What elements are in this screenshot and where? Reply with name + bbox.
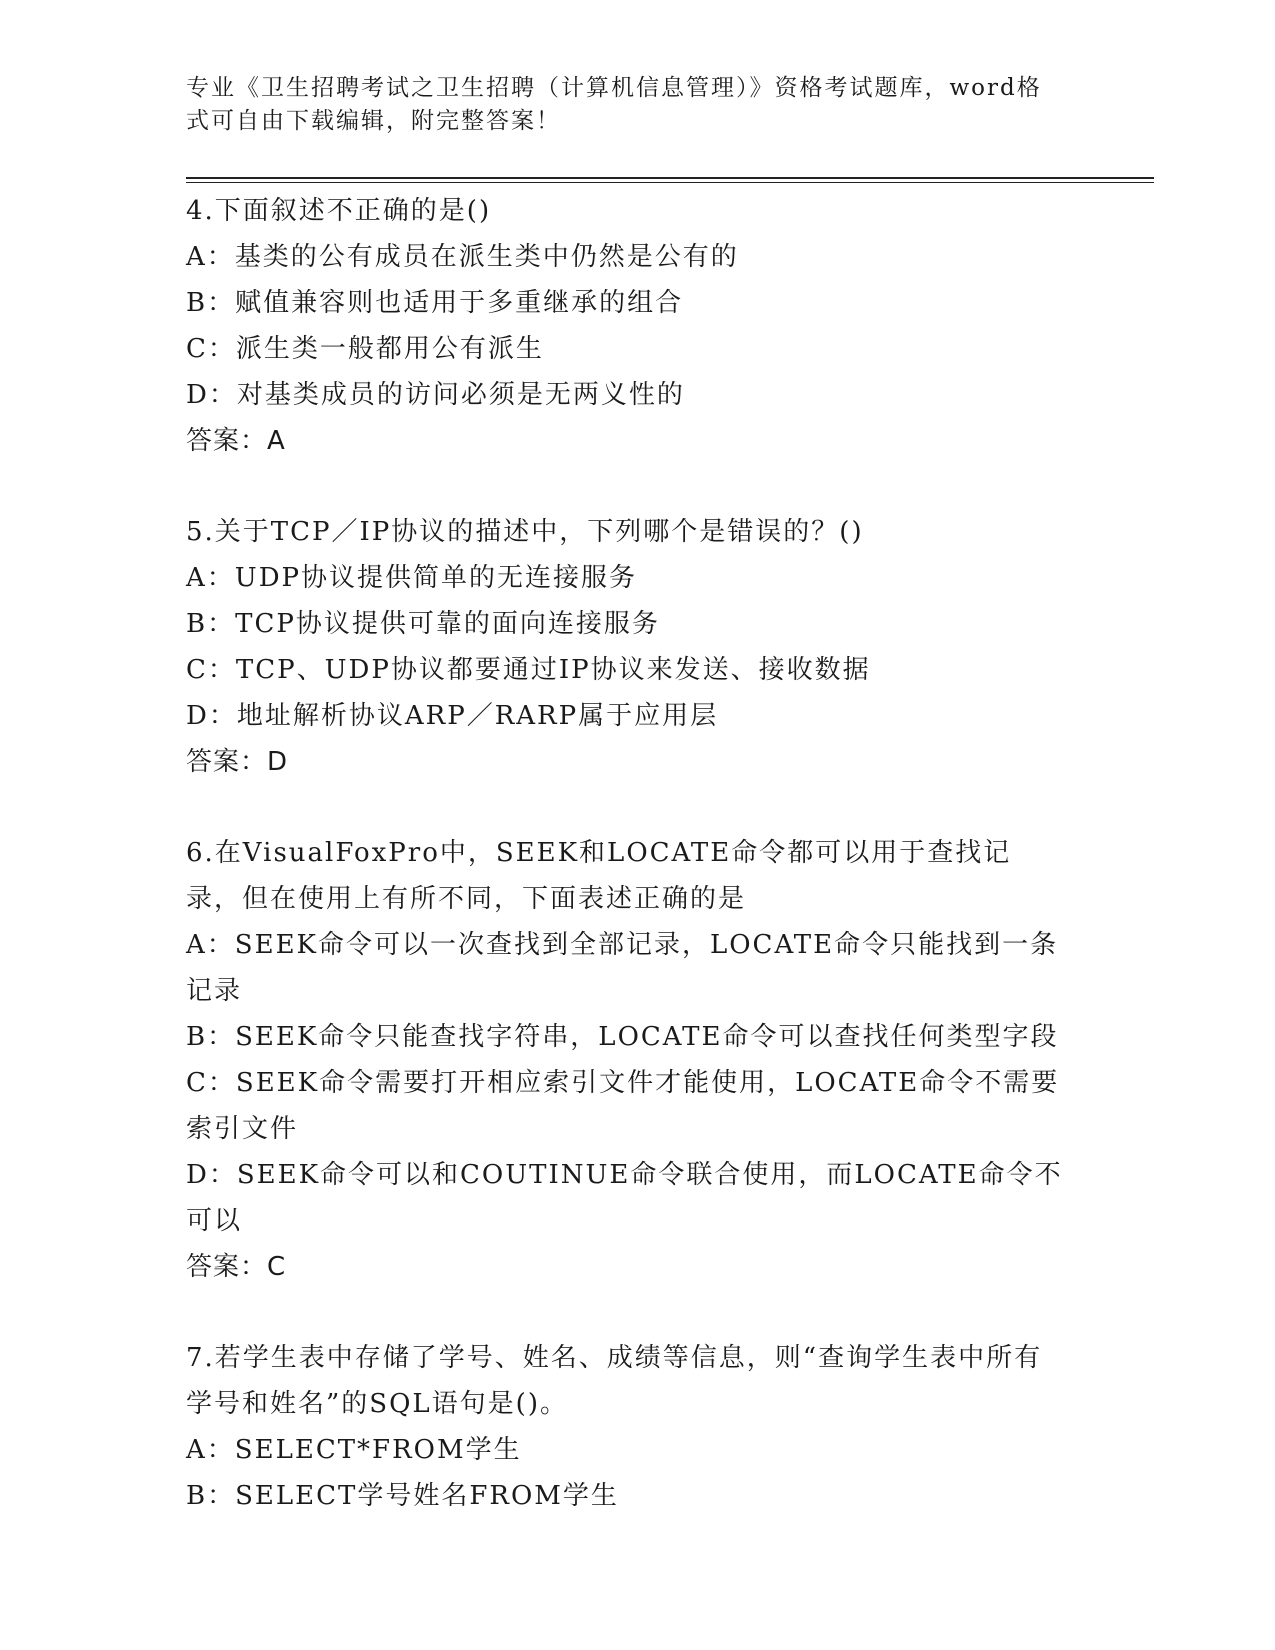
document-header: 专业《卫生招聘考试之卫生招聘（计算机信息管理）》资格考试题库，word格式可自由下载编辑，附完整答案！ <box>186 75 1042 134</box>
option-c: C：SEEK命令需要打开相应索引文件才能使用，LOCATE命令不需要索引文件 <box>186 1068 1060 1144</box>
option-a: A：SELECT*FROM学生 <box>186 1435 522 1465</box>
answer-label: 答案：D <box>186 747 289 777</box>
question-item <box>186 188 1066 464</box>
question-item <box>186 509 1066 785</box>
header-divider <box>186 177 1154 179</box>
option-b: B：赋值兼容则也适用于多重继承的组合 <box>186 288 684 318</box>
option-b: B：TCP协议提供可靠的面向连接服务 <box>186 609 660 639</box>
option-d: D：SEEK命令可以和COUTINUE命令联合使用，而LOCATE命令不可以 <box>186 1160 1063 1236</box>
option-b: B：SEEK命令只能查找字符串，LOCATE命令可以查找任何类型字段 <box>186 1022 1059 1052</box>
question-stem: 4.下面叙述不正确的是() <box>186 196 492 226</box>
question-stem: 5.关于TCP／IP协议的描述中，下列哪个是错误的？() <box>186 517 864 547</box>
option-d: D：对基类成员的访问必须是无两义性的 <box>186 380 685 410</box>
question-stem: 6.在VisualFoxPro中，SEEK和LOCATE命令都可以用于查找记录，但在使用上有所不同，下面表述正确的是 <box>186 838 1012 914</box>
option-a: A：UDP协议提供简单的无连接服务 <box>186 563 638 593</box>
option-a: A：基类的公有成员在派生类中仍然是公有的 <box>186 242 739 272</box>
option-c: C：TCP、UDP协议都要通过IP协议来发送、接收数据 <box>186 655 871 685</box>
question-item <box>186 1335 1066 1519</box>
option-b: B：SELECT学号姓名FROM学生 <box>186 1481 619 1511</box>
answer-label: 答案：C <box>186 1252 287 1282</box>
question-stem: 7.若学生表中存储了学号、姓名、成绩等信息，则“查询学生表中所有学号和姓名”的SQL语句是()。 <box>186 1343 1043 1419</box>
option-d: D：地址解析协议ARP／RARP属于应用层 <box>186 701 719 731</box>
header-divider-thin <box>186 182 1154 183</box>
option-c: C：派生类一般都用公有派生 <box>186 334 544 364</box>
answer-label: 答案：A <box>186 426 286 456</box>
option-a: A：SEEK命令可以一次查找到全部记录，LOCATE命令只能找到一条记录 <box>186 930 1059 1006</box>
question-item <box>186 830 1066 1290</box>
question-list <box>186 188 1066 1564</box>
